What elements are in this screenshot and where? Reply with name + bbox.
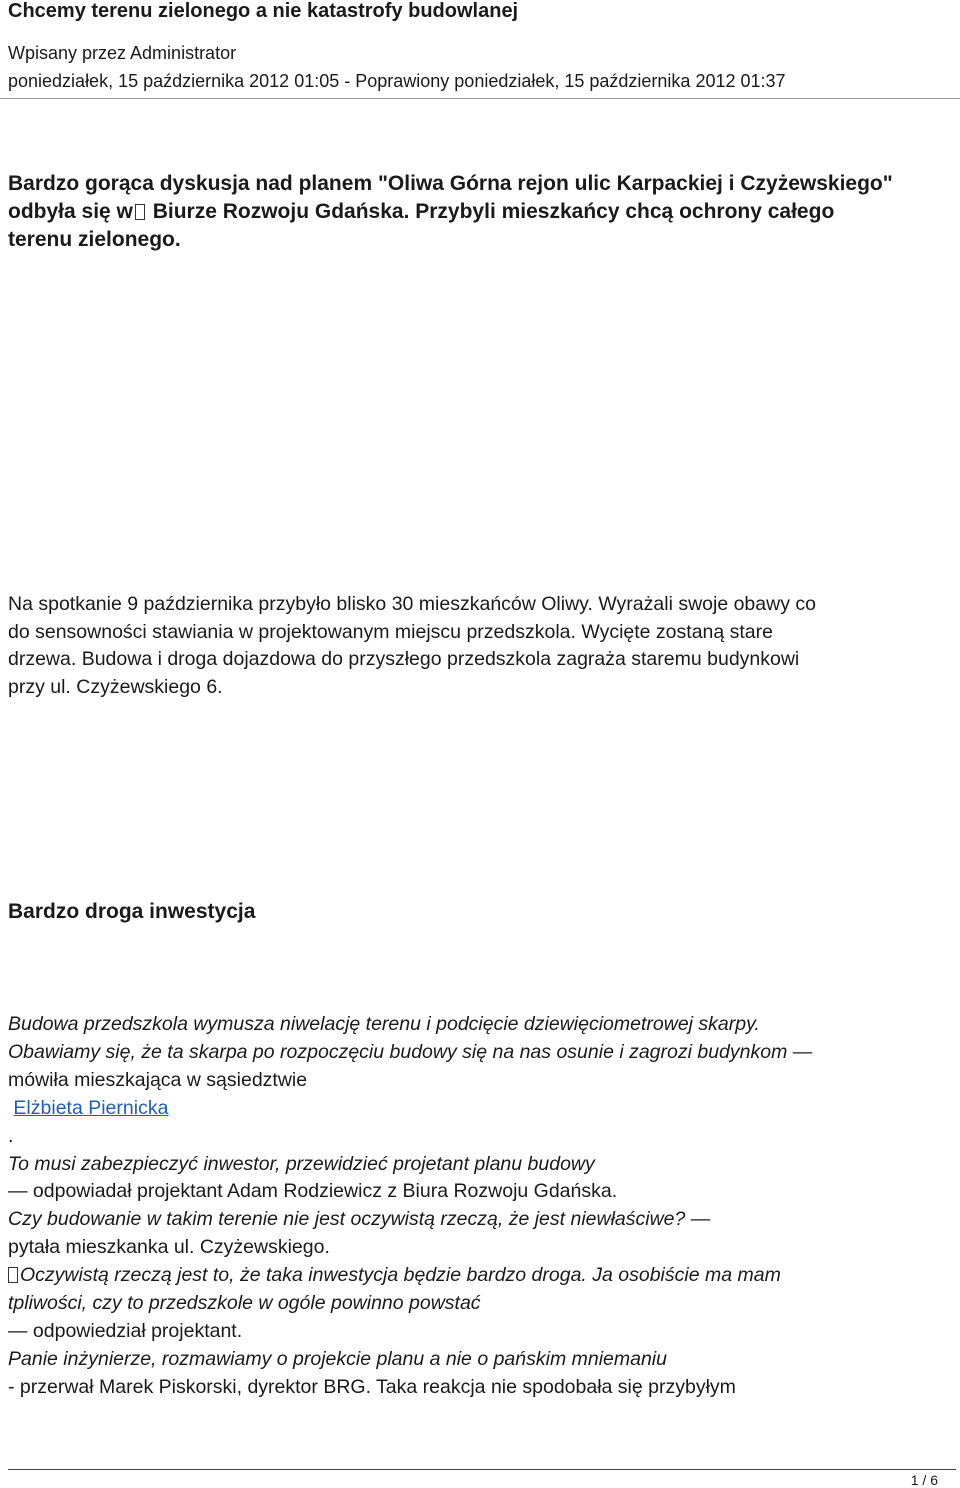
missing-glyph-icon xyxy=(135,204,145,220)
intro-line-4: przy ul. Czyżewskiego 6. xyxy=(8,675,223,698)
intro-paragraph xyxy=(8,591,953,701)
lead-line-1: Bardzo gorąca dyskusja nad planem "Oliwa Górna rejon ulic Karpackiej i Czyżewskiego" xyxy=(8,172,893,195)
intro-line-3: drzewa. Budowa i droga dojazdowa do przyszłego przedszkola zagraża staremu budynkowi xyxy=(8,648,800,670)
body-line-8: Czy budowanie w takim terenie nie jest oczywistą rzeczą, że jest niewłaściwe? — xyxy=(8,1208,711,1231)
body-line-2: Obawiamy się, że ta skarpa po rozpoczęciu budowy się na nas osunie i zagrozi budynkom — xyxy=(8,1040,813,1063)
body-line-1: Budowa przedszkola wymusza niwelację terenu i podcięcie dziewięciometrowej skarpy. xyxy=(8,1013,760,1035)
intro-line-2: do sensowności stawiania w projektowanym miejscu przedszkola. Wycięte zostaną stare xyxy=(8,620,773,643)
body-line-4 xyxy=(8,1095,953,1123)
lead-line-3: terenu zielonego. xyxy=(8,228,181,251)
author-line: Wpisany przez Administrator xyxy=(8,43,237,63)
missing-glyph-icon xyxy=(8,1267,18,1283)
page-title: Chcemy terenu zielonego a nie katastrofy budowlanej xyxy=(8,0,519,22)
body-line-14: - przerwał Marek Piskorski, dyrektor BRG. Taka reakcja nie spodobała się przybyłym xyxy=(8,1375,736,1398)
header-divider xyxy=(0,98,960,99)
lead-line-2 xyxy=(8,198,953,226)
lead-paragraph xyxy=(8,170,953,254)
lead-line-2-start: odbyła się w xyxy=(8,200,133,223)
intro-line-1: Na spotkanie 9 października przybyło blisko 30 mieszkańców Oliwy. Wyrażali swoje obawy co xyxy=(8,593,816,615)
body-line-13: Panie inżynierze, rozmawiamy o projekcie planu a nie o pańskim mniemaniu xyxy=(8,1347,667,1370)
body-line-6: To musi zabezpieczyć inwestor, przewidzieć projetant planu budowy xyxy=(8,1152,595,1175)
body-line-7: — odpowiadał projektant Adam Rodziewicz z Biura Rozwoju Gdańska. xyxy=(8,1180,618,1203)
section-heading: Bardzo droga inwestycja xyxy=(8,900,256,923)
body-line-3: mówiła mieszkająca w sąsiedztwie xyxy=(8,1068,308,1091)
dates-line: poniedziałek, 15 października 2012 01:05 - Poprawiony poniedziałek, 15 października 2012 01:37 xyxy=(8,71,786,91)
body-line-10 xyxy=(8,1262,953,1290)
body-line-11: tpliwości, czy to przedszkole w ogóle powinno powstać xyxy=(8,1292,481,1315)
article-body xyxy=(8,1011,953,1402)
lead-line-2-end: Biurze Rozwoju Gdańska. Przybyli mieszkańcy chcą ochrony całego xyxy=(146,200,835,223)
body-line-9: pytała mieszkanka ul. Czyżewskiego. xyxy=(8,1236,330,1259)
body-line-12: — odpowiedział projektant. xyxy=(8,1319,243,1342)
page-number: 1 / 6 xyxy=(910,1472,938,1488)
body-line-5: . xyxy=(8,1124,14,1147)
person-link[interactable]: Elżbieta Piernicka xyxy=(13,1096,169,1119)
body-line-10-text: Oczywistą rzeczą jest to, że taka inwestycja będzie bardzo droga. Ja osobiście ma mam xyxy=(20,1264,781,1287)
footer-divider xyxy=(8,1469,956,1470)
